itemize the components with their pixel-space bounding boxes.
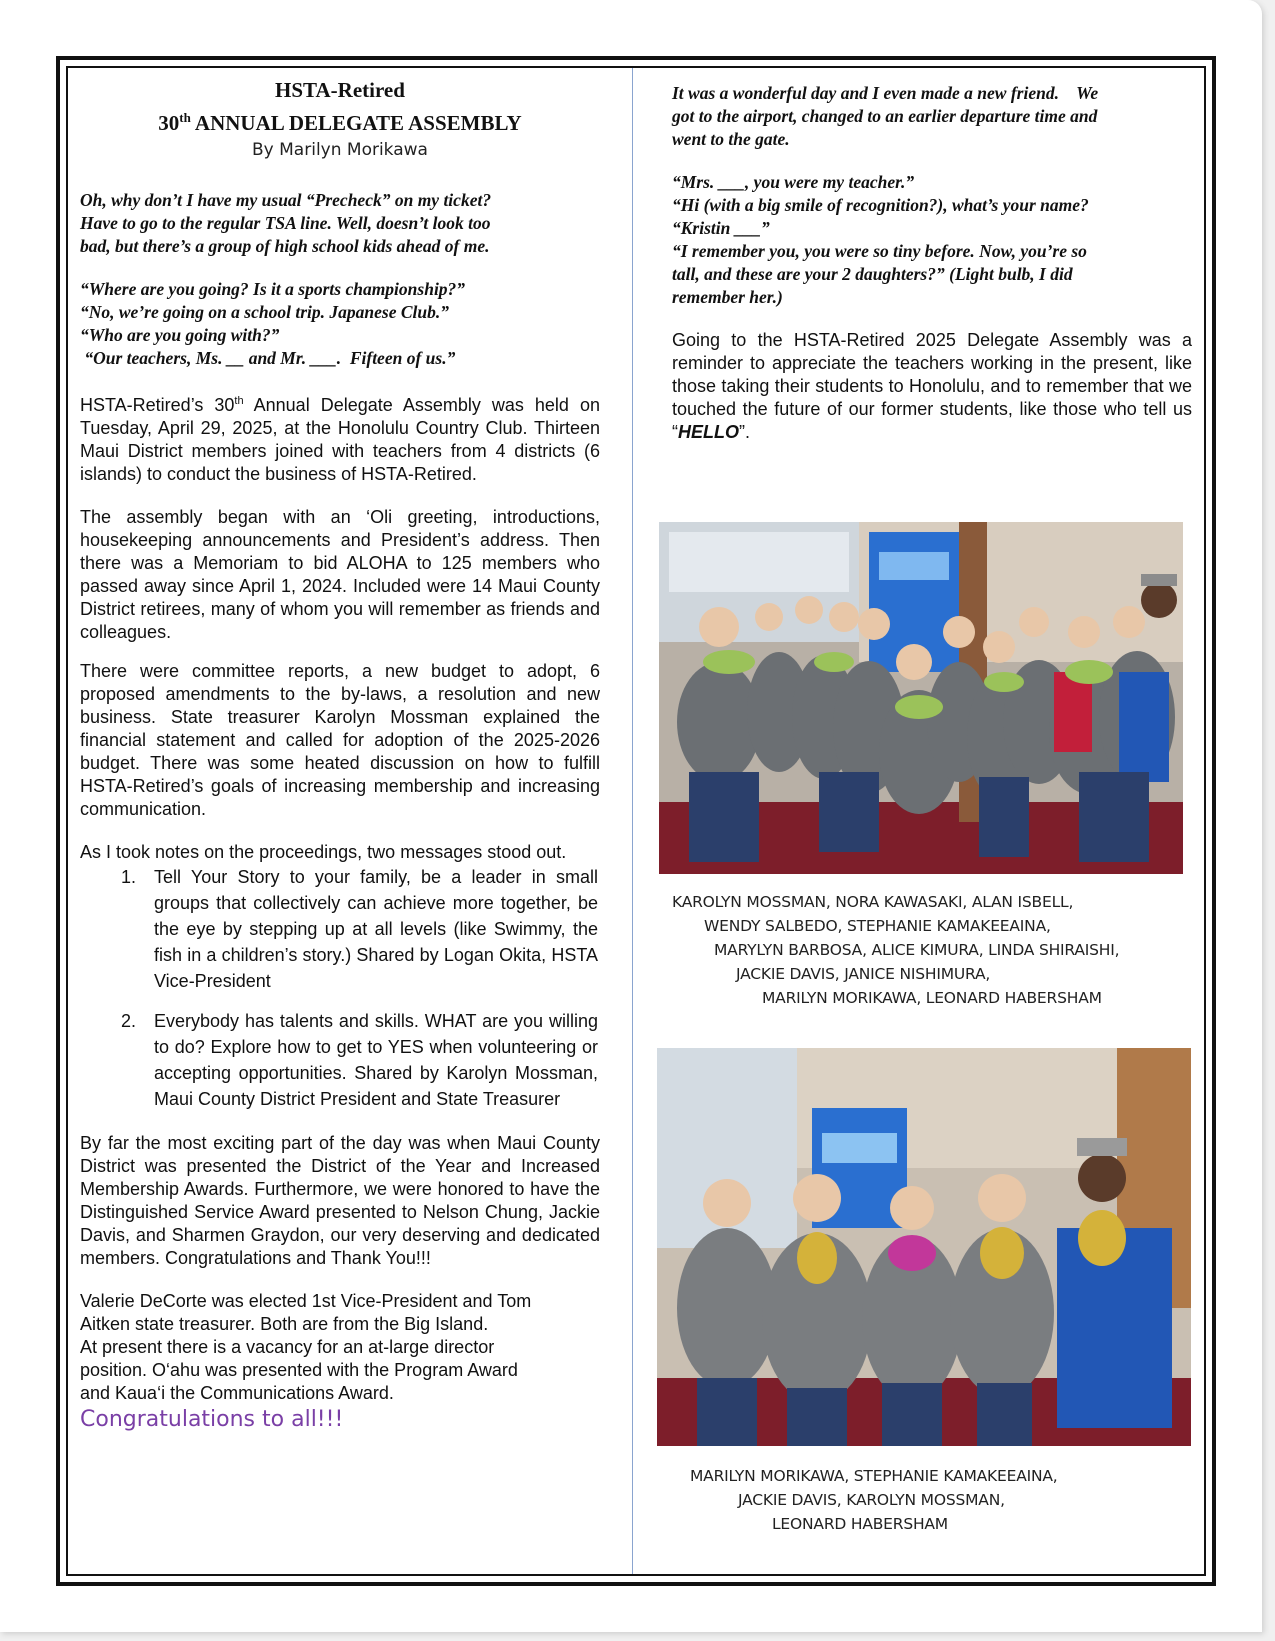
story-line: It was a wonderful day and I even made a new friend. We: [672, 83, 1099, 103]
right-column: [672, 82, 1192, 444]
intro-line: Have to go to the regular TSA line. Well, doesn’t look too: [80, 213, 491, 233]
article-subtitle: 30th ANNUAL DELEGATE ASSEMBLY: [158, 110, 522, 135]
closing-congratulations: Congratulations to all!!!: [80, 1407, 344, 1432]
group-photo-2-image: [657, 1048, 1191, 1446]
story-line: tall, and these are your 2 daughters?” (Light bulb, I did: [672, 264, 1073, 284]
story-line: “Mrs. ___, you were my teacher.”: [672, 172, 915, 192]
photo-1-caption-line: JACKIE DAVIS, JANICE NISHIMURA,: [736, 965, 991, 983]
paragraph-assembly-began: The assembly began with an ‘Oli greeting, introductions, housekeeping announcements and President’s address. Then there was a Memoriam to bid ALOHA to 125 members who passed away since April 1, 2024. Included were 14 Maui County District retirees, many of whom you will remember as friends and colleagues.: [80, 507, 600, 642]
left-column: [80, 76, 600, 1435]
intro-line: bad, but there’s a group of high school kids ahead of me.: [80, 236, 490, 256]
paragraph-assembly-held: HSTA-Retired’s 30th Annual Delegate Assembly was held on Tuesday, April 29, 2025, at the Honolulu Country Club. Thirteen Maui District members joined with teachers from 4 districts (6 islands) to conduct the business of HSTA-Retired.: [80, 395, 600, 484]
story-line: got to the airport, changed to an earlier departure time and: [672, 106, 1098, 126]
list-item: 2. Everybody has talents and skills. WHAT are you willing to do? Explore how to get to YES when volunteering or accepting opportunities. Shared by Karolyn Mossman, Maui County District President and State Treasurer: [120, 1011, 598, 1109]
photo-2-caption-line: LEONARD HABERSHAM: [772, 1515, 948, 1533]
column-divider: [632, 68, 633, 1574]
dialogue-line: “Where are you going? Is it a sports championship?”: [80, 279, 466, 299]
story-line: “Hi (with a big smile of recognition?), what’s your name?: [672, 195, 1089, 215]
group-photo-1: [659, 522, 1183, 874]
story-line: “I remember you, you were so tiny before. Now, you’re so: [672, 241, 1087, 261]
paragraph-reminder: Going to the HSTA-Retired 2025 Delegate Assembly was a reminder to appreciate the teachers working in the present, like those taking their students to Honolulu, and to remember that we touched the future of our former students, like those who tell us “HELLO”.: [672, 330, 1192, 442]
paragraph-awards: By far the most exciting part of the day was when Maui County District was presented the District of the Year and Increased Membership Awards. Furthermore, we were honored to have the Distinguished Service Award presented to Nelson Chung, Jackie Davis, and Sharmen Graydon, our very deserving and dedicated members. Congratulations and Thank You!!!: [80, 1133, 600, 1268]
story-line: remember her.): [672, 287, 783, 307]
story-line: went to the gate.: [672, 129, 790, 149]
byline: By Marilyn Morikawa: [252, 140, 428, 160]
group-photo-2: [657, 1048, 1191, 1446]
article-title: HSTA-Retired: [275, 78, 405, 102]
photo-1-caption-line: WENDY SALBEDO, STEPHANIE KAMAKEEAINA,: [704, 917, 1051, 935]
paragraph-notes: As I took notes on the proceedings, two messages stood out.: [80, 842, 567, 862]
photo-1-caption-line: KAROLYN MOSSMAN, NORA KAWASAKI, ALAN ISBELL,: [672, 893, 1074, 911]
dialogue-line: “No, we’re going on a school trip. Japanese Club.”: [80, 302, 449, 322]
photo-1-caption-line: MARILYN MORIKAWA, LEONARD HABERSHAM: [762, 989, 1102, 1007]
list-item: 1. Tell Your Story to your family, be a leader in small groups that collectively can achieve more together, be the eye by stepping up at all levels (like Swimmy, the fish in a children’s story.) Shared by Logan Okita, HSTA Vice-President: [120, 867, 598, 991]
photo-1-caption-line: MARYLYN BARBOSA, ALICE KIMURA, LINDA SHIRAISHI,: [714, 941, 1120, 959]
story-line: “Kristin ___”: [672, 218, 770, 238]
dialogue-line: “Who are you going with?”: [80, 325, 280, 345]
group-photo-1-image: [659, 522, 1183, 874]
paragraph-committee-reports: There were committee reports, a new budget to adopt, 6 proposed amendments to the by-laws, a resolution and new business. State treasurer Karolyn Mossman explained the financial statement and called for adoption of the 2025-2026 budget. There was some heated discussion on how to fulfill HSTA-Retired’s goals of increasing membership and increasing communication.: [80, 661, 600, 819]
intro-line: Oh, why don’t I have my usual “Precheck” on my ticket?: [80, 190, 492, 210]
photo-2-caption-line: JACKIE DAVIS, KAROLYN MOSSMAN,: [738, 1491, 1005, 1509]
paragraph-elections: Valerie DeCorte was elected 1st Vice-President and Tom Aitken state treasurer. Both are from the Big Island. At present there is a vacancy for an at-large director position. O‘ahu was presented with the Program Award and Kaua‘i the Communications Award.: [80, 1291, 532, 1403]
photo-2-caption-line: MARILYN MORIKAWA, STEPHANIE KAMAKEEAINA,: [690, 1467, 1058, 1485]
dialogue-line: “Our teachers, Ms. __ and Mr. ___. Fifteen of us.”: [80, 348, 456, 368]
